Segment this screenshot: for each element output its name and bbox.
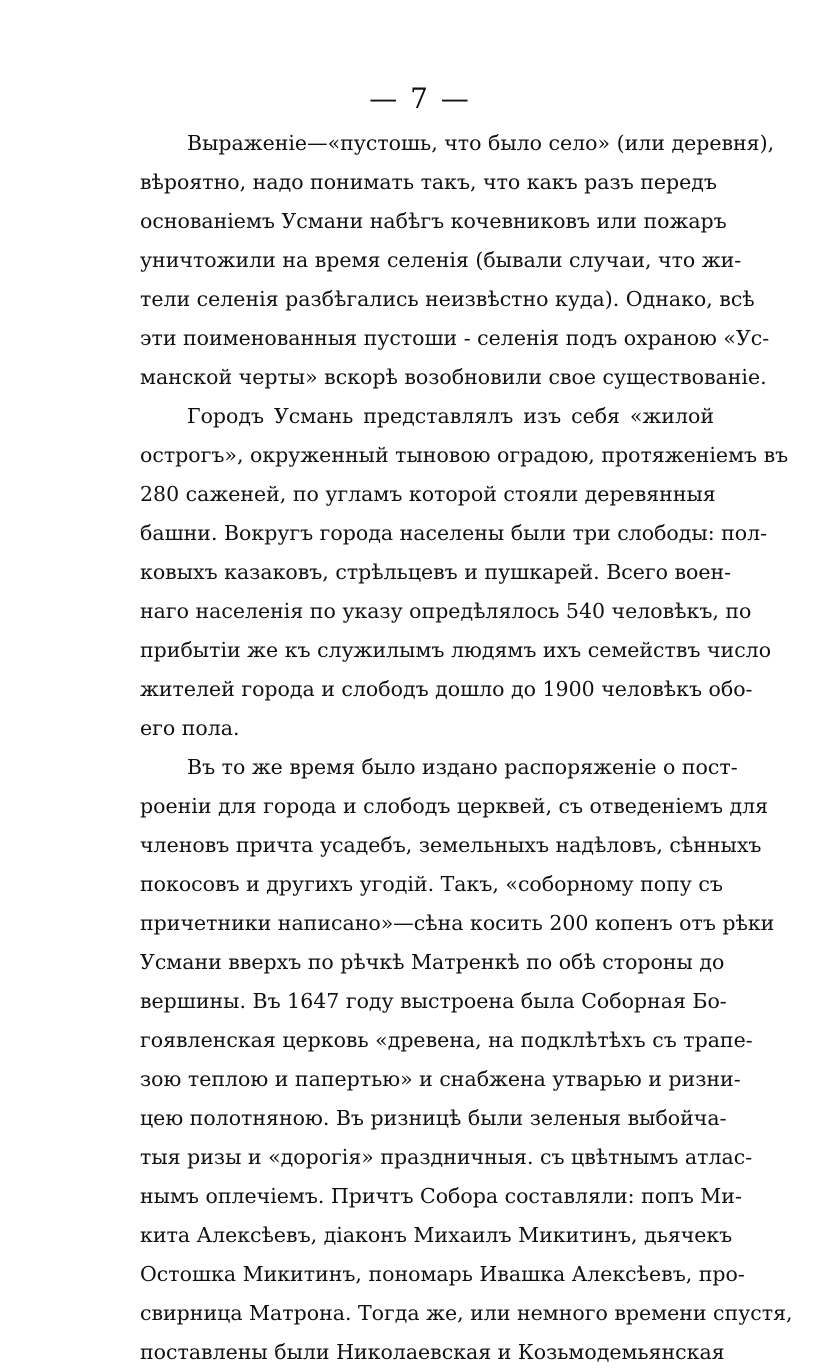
text-line: тыя ризы и «дорогія» праздничныя. съ цвѣтнымъ атлас- bbox=[140, 1145, 753, 1169]
text-line: вершины. Въ 1647 году выстроена была Соборная Бо- bbox=[140, 989, 727, 1013]
text-line: зою теплою и папертью» и снабжена утварью и ризни- bbox=[140, 1067, 741, 1091]
text-line: эти поименованныя пустоши - селенія подъ охраною «Ус- bbox=[140, 326, 770, 350]
text-line: манской черты» вскорѣ возобновили свое существованіе. bbox=[140, 365, 767, 389]
text-line: кита Алексѣевъ, діаконъ Михаилъ Микитинъ, дьячекъ bbox=[140, 1223, 733, 1247]
text-line: причетники написано»—сѣна косить 200 копенъ отъ рѣки bbox=[140, 911, 775, 935]
text-line: башни. Вокругъ города населены были три слободы: пол- bbox=[140, 521, 768, 545]
text-line: цею полотняною. Въ ризницѣ были зеленыя выбойча- bbox=[140, 1106, 727, 1130]
text-line: острогъ», окруженный тыновою оградою, протяженіемъ въ bbox=[140, 443, 789, 467]
text-line: прибытіи же къ служилымъ людямъ ихъ семействъ число bbox=[140, 638, 772, 662]
text-line: покосовъ и другихъ угодій. Такъ, «соборному попу съ bbox=[140, 872, 723, 896]
text-line: наго населенія по указу опредѣлялось 540 человѣкъ, по bbox=[140, 599, 752, 623]
text-line: Въ то же время было издано распоряженіе о пост- bbox=[187, 755, 738, 779]
text-line: тели селенія разбѣгались неизвѣстно куда). Однако, всѣ bbox=[140, 287, 755, 311]
text-line: 280 саженей, по угламъ которой стояли деревянныя bbox=[140, 482, 716, 506]
text-line: гоявленская церковь «древена, на подклѣтѣхъ съ трапе- bbox=[140, 1028, 753, 1052]
text-line: Выраженіе—«пустошь, что было село» (или деревня), bbox=[187, 131, 775, 155]
text-line: роеніи для города и слободъ церквей, съ отведеніемъ для bbox=[140, 794, 769, 818]
body-text bbox=[140, 124, 793, 1372]
text-line: уничтожили на время селенія (бывали случаи, что жи- bbox=[140, 248, 742, 272]
text-line: жителей города и слободъ дошло до 1900 человѣкъ обо- bbox=[140, 677, 753, 701]
text-line: его пола. bbox=[140, 716, 240, 740]
text-line: основаніемъ Усмани набѣгъ кочевниковъ или пожаръ bbox=[140, 209, 727, 233]
text-line: поставлены были Николаевская и Козьмодемьянская bbox=[140, 1340, 725, 1364]
text-line: Городъ Усмань представлялъ изъ себя «жилой bbox=[187, 404, 714, 428]
text-line: вѣроятно, надо понимать такъ, что какъ разъ передъ bbox=[140, 170, 717, 194]
text-line: нымъ оплечіемъ. Причтъ Собора составляли: попъ Ми- bbox=[140, 1184, 742, 1208]
page-number: — 7 — bbox=[369, 82, 471, 115]
text-line: ковыхъ казаковъ, стрѣльцевъ и пушкарей. Всего воен- bbox=[140, 560, 732, 584]
text-line: членовъ причта усадебъ, земельныхъ надѣловъ, сѣнныхъ bbox=[140, 833, 762, 857]
text-line: Остошка Микитинъ, пономарь Ивашка Алексѣевъ, про- bbox=[140, 1262, 745, 1286]
text-line: Усмани вверхъ по рѣчкѣ Матренкѣ по обѣ стороны до bbox=[140, 950, 725, 974]
text-line: свирница Матрона. Тогда же, или немного времени спустя, bbox=[140, 1301, 793, 1325]
